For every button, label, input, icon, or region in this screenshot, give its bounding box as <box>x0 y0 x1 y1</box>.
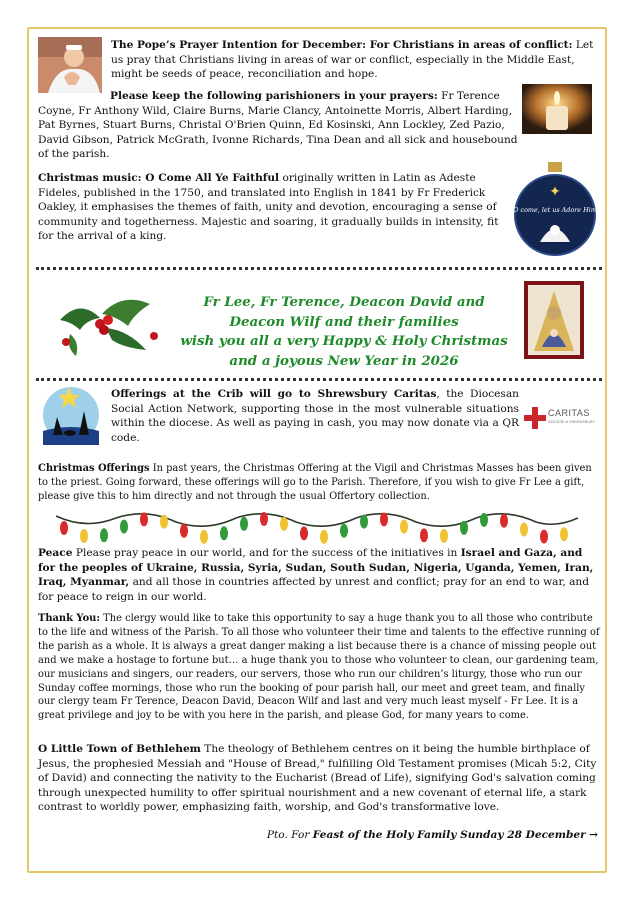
bauble-ornament-image <box>512 160 598 258</box>
light-bulb <box>140 512 148 526</box>
caritas-cross-icon <box>524 407 546 429</box>
light-bulb <box>500 514 508 528</box>
next-page-note <box>267 829 598 841</box>
caritas-logo <box>524 406 600 430</box>
svg-text:✦: ✦ <box>549 184 561 200</box>
light-bulb <box>80 529 88 543</box>
light-bulb <box>180 524 188 538</box>
light-bulb <box>480 513 488 527</box>
pto-title: Feast of the Holy Family Sunday 28 December <box>312 829 586 841</box>
light-bulb <box>420 528 428 542</box>
peace-paragraph <box>38 546 600 604</box>
thanks-text: The clergy would like to take this opportunity to say a huge thank you to all those who contribute to the life and witness of the Parish. To all those who volunteer their time and talents to the effective running of the parish as a whole. It is always a great danger making a list because there is a chance of missing people out and we make a hostage to fortune but… a huge thank you to those who volunteer to clean, our gardening team, our musicians and singers, our readers, our servers, those who run our children’s liturgy, those who run our Sunday coffee mornings, those who run the booking of pour parish hall, our meet and greet team, and finally our clergy team Fr Terence, Deacon David, Deacon Wilf and last and very much least myself - Fr Lee. It is a great privilege and joy to be with you here in the parish, and please God, for many years to come. <box>38 613 600 722</box>
offerings-paragraph <box>38 462 600 504</box>
caritas-logo-text: CARITAS <box>548 408 590 418</box>
light-bulb <box>200 530 208 544</box>
peace-text-1: Please pray peace in our world, and for the success of the initiatives in <box>75 547 458 559</box>
light-bulb <box>460 521 468 535</box>
peace-countries: Israel and Gaza, and for the peoples of Ukraine, Russia, Syria, Sudan, South Sudan, Nigeria, Uganda, Yemen, Iran, Iraq, Myanmar, <box>38 547 594 589</box>
music-paragraph <box>38 171 508 244</box>
greeting-line-1: Fr Lee, Fr Terence, Deacon David and <box>203 294 485 310</box>
bethlehem-paragraph <box>38 742 600 815</box>
light-bulb <box>280 517 288 531</box>
greeting-line-4: and a joyous New Year in 2026 <box>229 352 459 369</box>
light-bulb <box>160 515 168 529</box>
holly-image <box>50 290 162 358</box>
pto-arrow-icon: → <box>589 829 598 841</box>
light-bulb <box>360 515 368 529</box>
light-bulb <box>300 526 308 540</box>
light-bulb <box>560 527 568 541</box>
light-bulb <box>400 520 408 534</box>
pope-heading: The Pope’s Prayer Intention for December: For Christians in areas of conflict: <box>111 39 573 51</box>
peace-heading: Peace <box>38 547 73 559</box>
pope-photo <box>38 37 102 93</box>
light-bulb <box>520 522 528 536</box>
greeting-line-2: Deacon Wilf and their families <box>229 313 459 330</box>
greeting-line-3: wish you all a very Happy & Holy Christmas <box>180 333 508 349</box>
crib-paragraph <box>111 387 519 445</box>
divider-top <box>36 267 602 270</box>
light-bulb <box>60 521 68 535</box>
light-bulb <box>380 512 388 526</box>
divider-middle <box>36 378 602 381</box>
light-bulb <box>320 530 328 544</box>
candle-photo <box>522 84 592 134</box>
bethlehem-text: The theology of Bethlehem centres on it being the humble birthplace of Jesus, the prophesied Messiah and "House of Bread," fulfilling Old Testament promises (Micah 5:2, City of David) and connecting the nativity to the Eucharist (Bread of Life), signifying God's salvation coming through unexpected humility to offer spiritual nourishment and a new covenant of eternal life, a stark contrast to worldly power, emphasizing faith, worship, and God's transformative love. <box>38 743 597 814</box>
bethlehem-heading: O Little Town of Bethlehem <box>38 743 201 755</box>
nativity-silhouette-image <box>39 383 103 445</box>
light-bulb <box>220 526 228 540</box>
music-text: originally written in Latin as Adeste Fideles, published in the 1750, and translated into English in 1841 by Fr Frederick Oakley, it emphasises the themes of faith, unity and devotion, encouraging a sense of community and togetherness. Majestic and soaring, it gradually builds in intensity, fit for the arrival of a king. <box>38 172 499 243</box>
nativity-icon-image <box>524 281 584 359</box>
thanks-paragraph <box>38 612 600 723</box>
christmas-greeting <box>166 293 522 371</box>
pope-text: Let us pray that Christians living in areas of war or conflict, especially in the Middle East, might be seeds of peace, reconciliation and hope. <box>111 39 594 81</box>
light-bulb <box>260 512 268 526</box>
prayers-paragraph <box>38 89 520 162</box>
prayers-text: Fr Terence Coyne, Fr Anthony Wild, Claire Burns, Marie Clancy, Antoinette Morris, Albert Harding, Pat Byrnes, Stuart Burns, Christal O'Brien Quinn, Ed Kosinski, Ann Lockley, Zed Pazio, David Gibson, Patrick McGrath, Ivonne Richards, Tina Dean and all sick and housebound of the parish. <box>38 90 518 161</box>
peace-text-2: and all those in countries affected by unrest and conflict; pray for an end to war, and for peace to reign in our world. <box>38 576 590 603</box>
prayers-heading: Please keep the following parishioners in your prayers: <box>110 90 438 102</box>
offerings-heading: Christmas Offerings <box>38 463 150 474</box>
caritas-logo-subtext: DIOCESE of SHREWSBURY <box>548 420 595 424</box>
bauble-text: O come, let us Adore Him <box>513 206 597 214</box>
light-bulb <box>120 520 128 534</box>
light-bulb <box>440 529 448 543</box>
pto-prefix: Pto. For <box>266 829 310 841</box>
light-bulb <box>340 524 348 538</box>
music-heading: Christmas music: O Come All Ye Faithful <box>38 172 280 184</box>
crib-heading: Offerings at the Crib will go to Shrewsbury Caritas <box>111 388 437 400</box>
offerings-text: In past years, the Christmas Offering at the Vigil and Christmas Masses has been given to the priest. Going forward, these offerings will go to the Parish. Therefore, if you wish to give Fr Lee a gift, please give this to him directly and not through the usual Offertory collection. <box>38 463 592 502</box>
christmas-lights-image <box>56 508 578 544</box>
light-bulb <box>100 528 108 542</box>
light-bulb <box>240 517 248 531</box>
pope-paragraph <box>111 38 599 82</box>
thanks-heading: Thank You: <box>38 613 100 624</box>
crib-text: , the Diocesan Social Action Network, supporting those in the most vulnerable situations within the diocese. As well as paying in cash, you may now donate via a QR code. <box>111 388 519 444</box>
light-bulb <box>540 530 548 544</box>
